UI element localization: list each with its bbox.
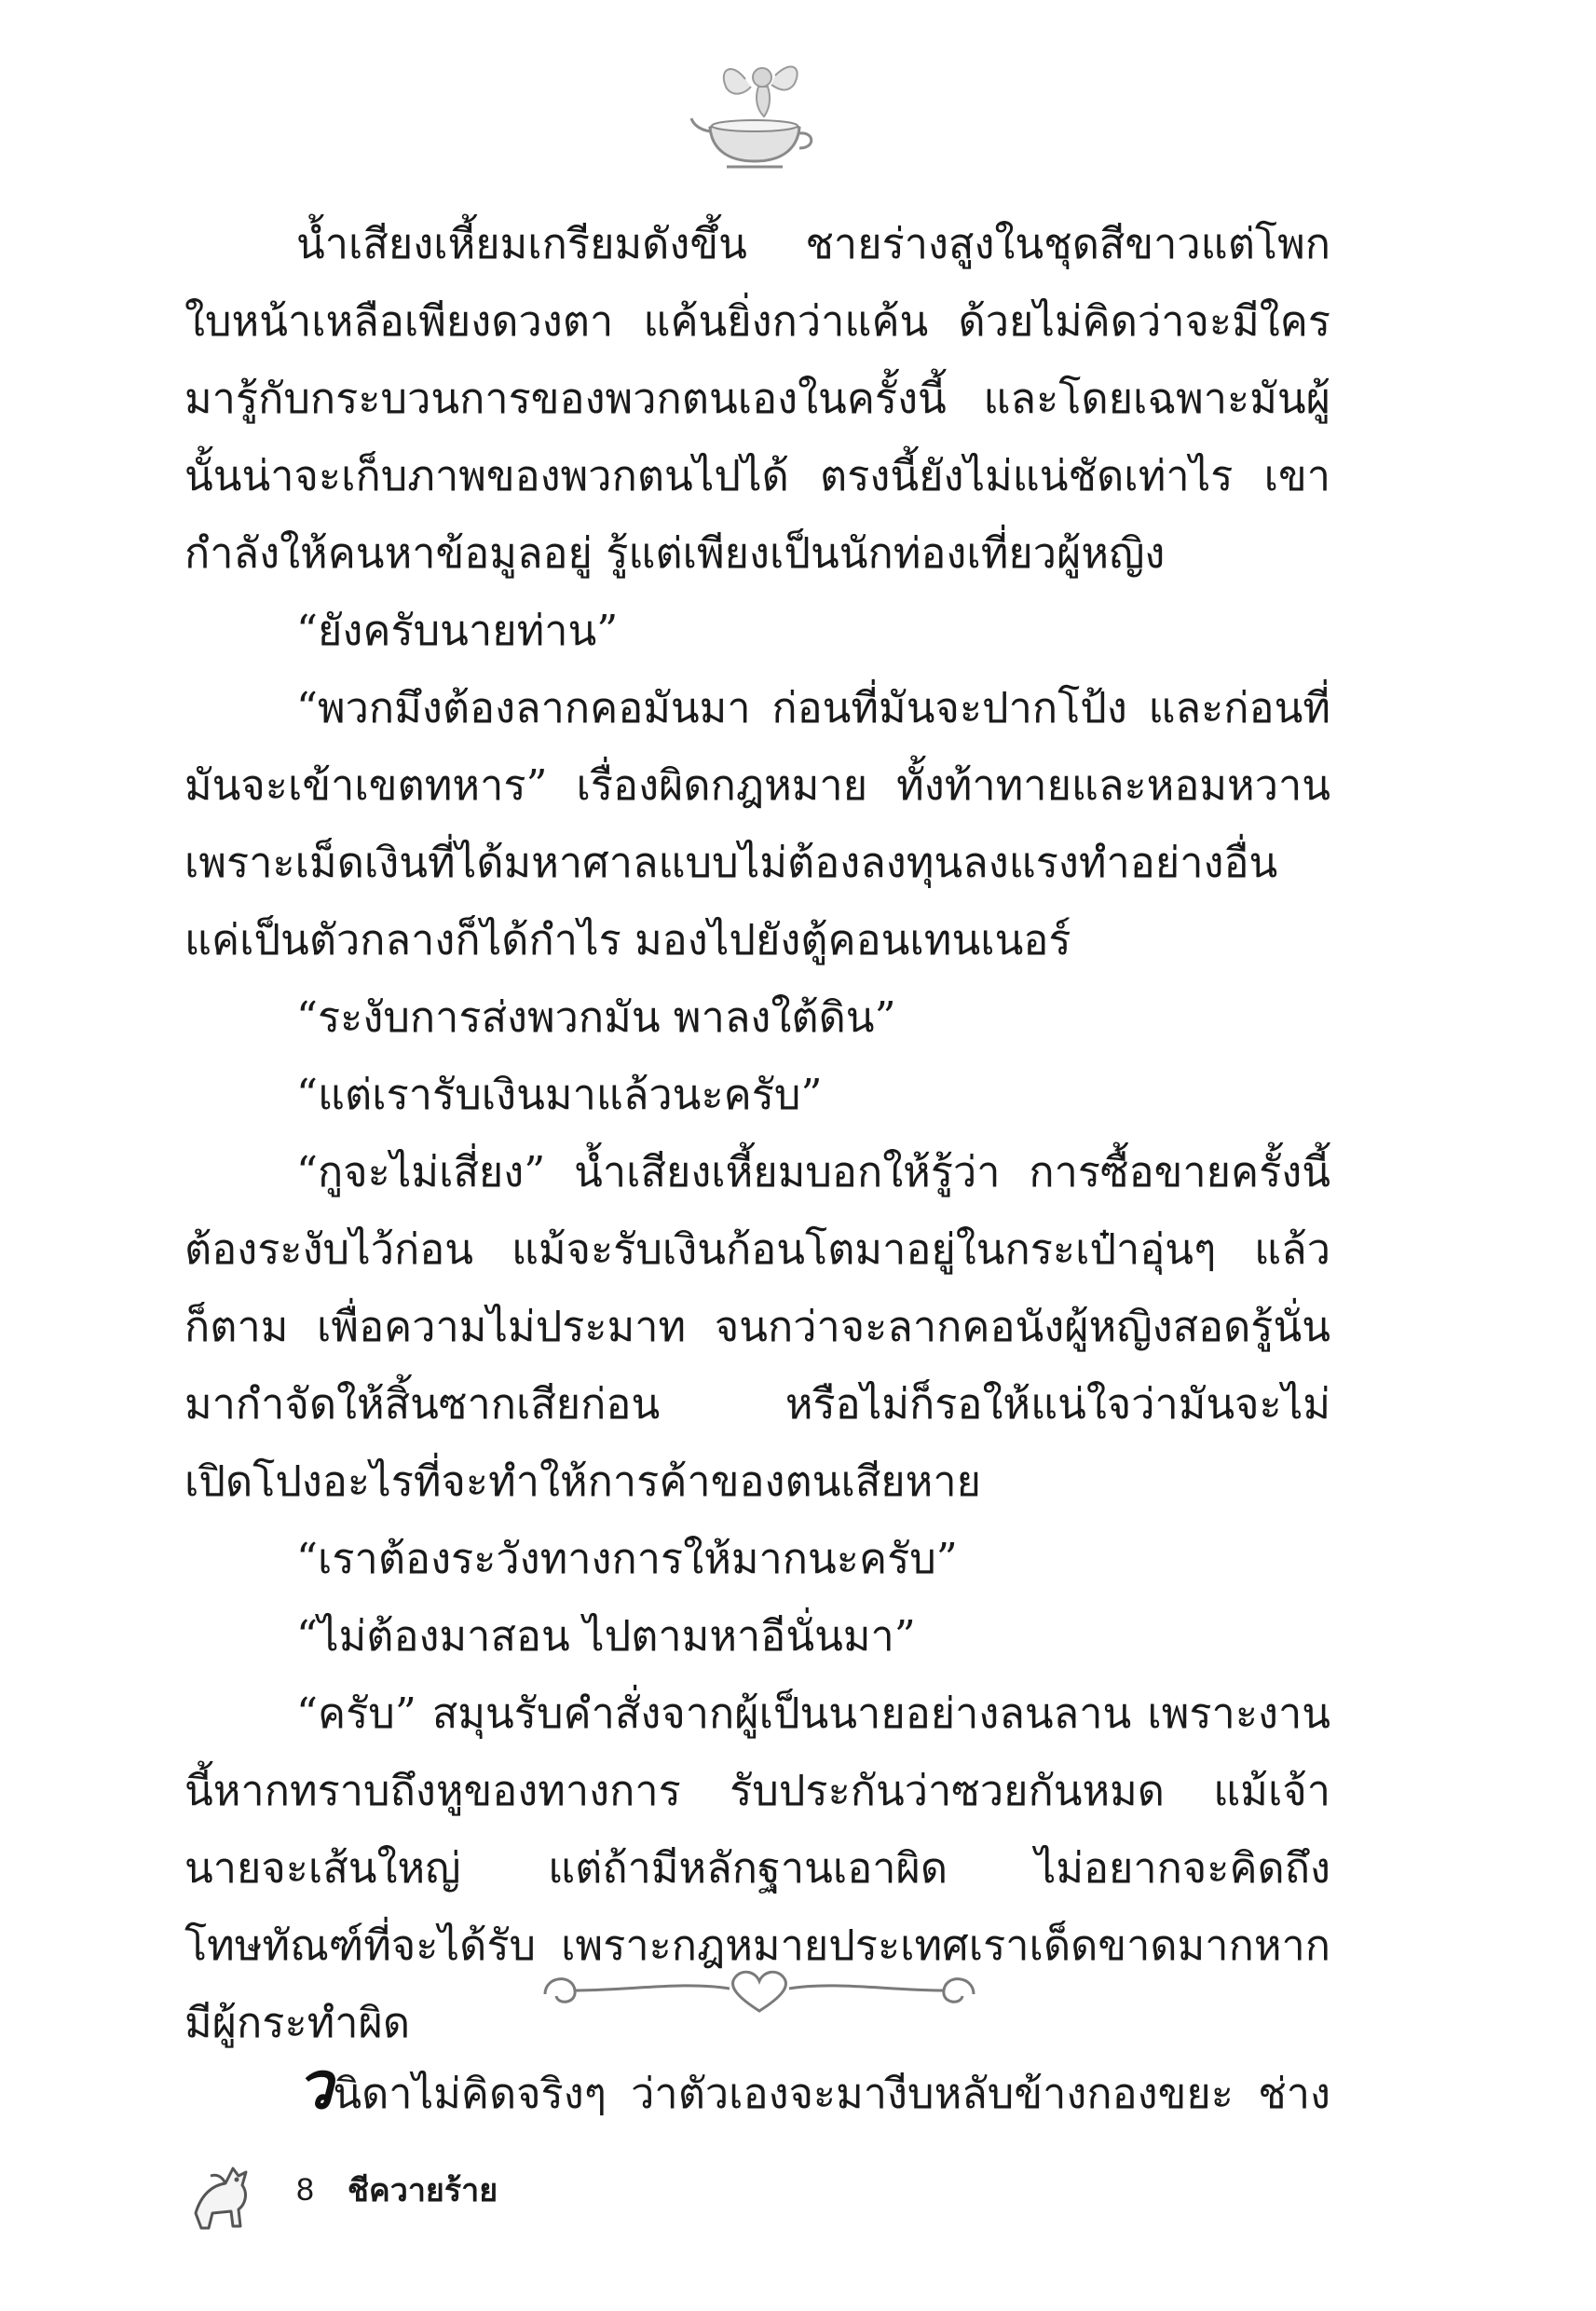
section-opening-text: นิดาไม่คิดจริงๆ ว่าตัวเองจะมางีบหลับข้างกองขยะ ช่าง <box>333 2069 1330 2118</box>
paragraph: “ครับ” สมุนรับคำสั่งจากผู้เป็นนายอย่างลนลาน เพราะงานนี้หากทราบถึงหูของทางการ รับประกันว่าซวยกันหมด แม้เจ้านายจะเส้นใหญ่ แต่ถ้ามีหลักฐานเอาผิด ไม่อยากจะคิดถึงโทษทัณฑ์ที่จะได้รับ เพราะกฎหมายประเทศเราเด็ดขาดมากหากมีผู้กระทำผิด <box>184 1689 1330 2047</box>
section-opening <box>184 2046 1330 2132</box>
paragraph: “พวกมึงต้องลากคอมันมา ก่อนที่มันจะปากโป้ง และก่อนที่มันจะเข้าเขตทหาร” เรื่องผิดกฎหมาย ทั้งท้าทายและหอมหวาน เพราะเม็ดเงินที่ได้มหาศาลแบบไม่ต้องลงทุนลงแรงทำอย่างอื่น แค่เป็นตัวกลางก็ได้กำไร มองไปยังตู้คอนเทนเนอร์ <box>184 683 1330 964</box>
horse-logo-icon <box>184 2148 259 2232</box>
story-body <box>184 205 1330 2061</box>
page-number: 8 <box>296 2171 314 2208</box>
dialogue-line: “ยังครับนายท่าน” <box>296 606 619 655</box>
heart-swirl-divider-icon <box>517 1957 1002 2022</box>
paragraph: น้ำเสียงเหี้ยมเกรียมดังขึ้น ชายร่างสูงในชุดสีขาวแต่โพกใบหน้าเหลือเพียงดวงตา แค้นยิ่งกว่าแค้น ด้วยไม่คิดว่าจะมีใครมารู้กับกระบวนการของพวกตนเองในครั้งนี้ และโดยเฉพาะมันผู้นั้นน่าจะเก็บภาพของพวกตนไปได้ ตรงนี้ยังไม่แน่ชัดเท่าไร เขากำลังให้คนหาข้อมูลอยู่ รู้แต่เพียงเป็นนักท่องเที่ยวผู้หญิง <box>184 219 1330 578</box>
paragraph: “กูจะไม่เสี่ยง” น้ำเสียงเหี้ยมบอกให้รู้ว่า การซื้อขายครั้งนี้ต้องระงับไว้ก่อน แม้จะรับเงินก้อนโตมาอยู่ในกระเป๋าอุ่นๆ แล้วก็ตาม เพื่อความไม่ประมาท จนกว่าจะลากคอนังผู้หญิงสอดรู้นั่นมากำจัดให้สิ้นซากเสียก่อน หรือไม่ก็รอให้แน่ใจว่ามันจะไม่เปิดโปงอะไรที่จะทำให้การค้าของตนเสียหาย <box>184 1147 1330 1506</box>
dialogue-line: “เราต้องระวังทางการให้มากนะครับ” <box>296 1534 958 1583</box>
cupid-teacup-ornament-icon <box>689 51 820 182</box>
dialogue-line: “ไม่ต้องมาสอน ไปตามหาอีนั่นมา” <box>296 1611 916 1661</box>
page-footer <box>184 2148 498 2232</box>
dialogue-line: “แต่เรารับเงินมาแล้วนะครับ” <box>296 1070 823 1119</box>
book-title: ชีควายร้าย <box>347 2172 498 2209</box>
dialogue-line: “ระงับการส่งพวกมัน พาลงใต้ดิน” <box>296 992 896 1042</box>
drop-letter: ว <box>296 2046 334 2124</box>
